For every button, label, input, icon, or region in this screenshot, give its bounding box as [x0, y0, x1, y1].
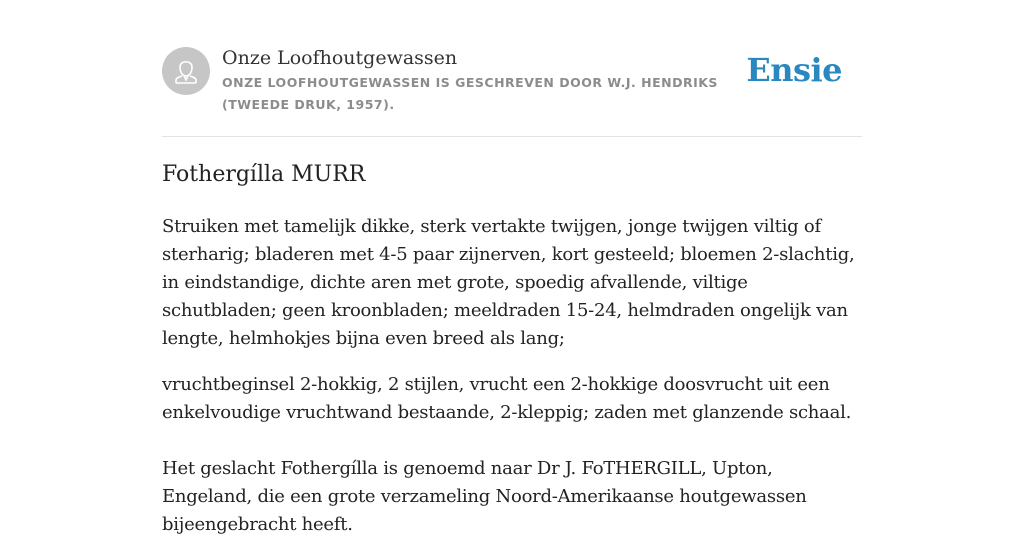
user-avatar-icon[interactable] — [162, 47, 210, 95]
article-content — [162, 158, 862, 557]
article-paragraph: vruchtbeginsel 2-hokkig, 2 stijlen, vrucht een 2-hokkige doosvrucht uit een enkelvoudige vruchtwand bestaande, 2-kleppig; zaden met glanzende schaal. — [162, 374, 852, 423]
article-title: Fothergílla MURR — [162, 162, 366, 187]
source-subtitle: ONZE LOOFHOUTGEWASSEN IS GESCHREVEN DOOR W.J. HENDRIKS (TWEEDE DRUK, 1957). — [222, 75, 718, 112]
article-paragraph: Het geslacht Fothergílla is genoemd naar Dr J. FoTHERGILL, Upton, Engeland, die een grote verzameling Noord-Amerikaanse houtgewassen bijeengebracht heeft. — [162, 458, 807, 535]
article-paragraph: Struiken met tamelijk dikke, sterk vertakte twijgen, jonge twijgen viltig of sterharig; bladeren met 4-5 paar zijnerven, kort gesteeld; bloemen 2-slachtig, in eindstandige, dichte aren met grote, spoedig afvallende, viltige schutbladen; geen kroonbladen; meeldraden 15-24, helmdraden ongelijk van lengte, helmhokjes bijna even breed als lang; — [162, 216, 855, 349]
brand-logo[interactable]: Ensie — [746, 51, 842, 89]
source-header — [162, 44, 862, 137]
source-title[interactable]: Onze Loofhoutgewassen — [222, 47, 458, 69]
